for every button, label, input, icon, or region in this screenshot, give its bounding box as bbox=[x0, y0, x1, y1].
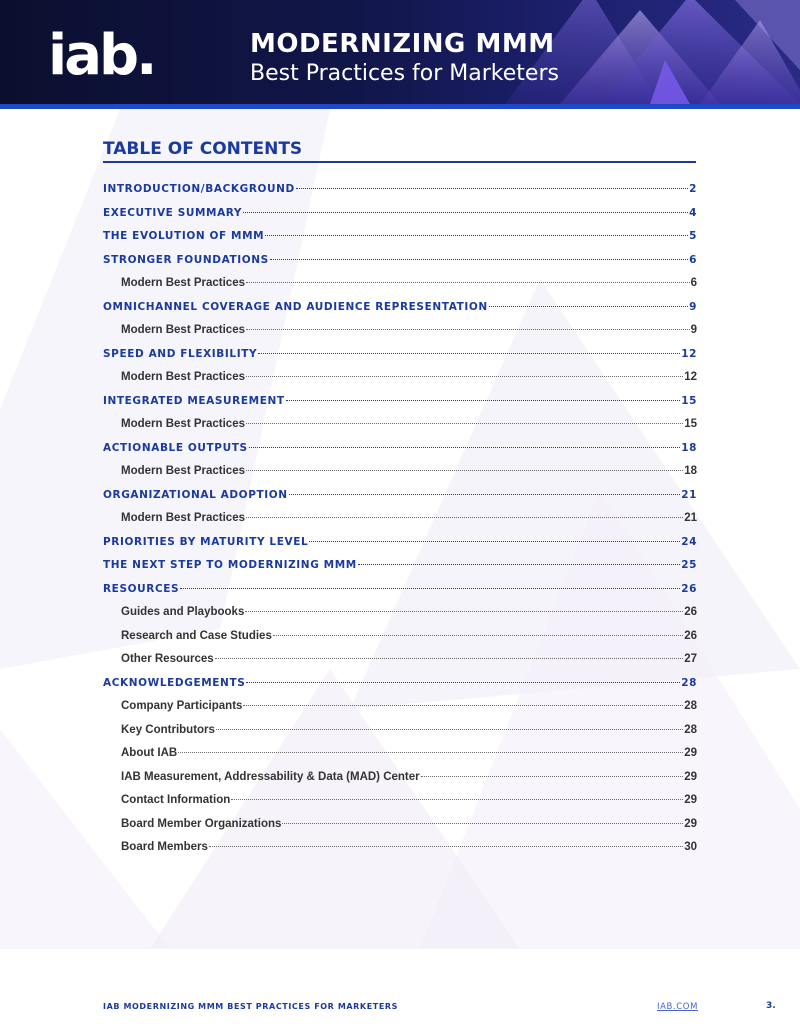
toc-section-entry[interactable] bbox=[103, 559, 697, 583]
toc-entry-label: OMNICHANNEL COVERAGE AND AUDIENCE REPRESENTATION bbox=[103, 300, 488, 313]
toc-subsection-entry[interactable] bbox=[103, 724, 697, 748]
toc-section-entry[interactable] bbox=[103, 207, 697, 231]
toc-entry-label: Modern Best Practices bbox=[121, 512, 245, 524]
toc-entry-label: Modern Best Practices bbox=[121, 324, 245, 336]
toc-dot-leader bbox=[243, 705, 683, 706]
toc-entry-label: Guides and Playbooks bbox=[121, 606, 245, 618]
toc-section-entry[interactable] bbox=[103, 536, 697, 560]
footer-document-title: IAB MODERNIZING MMM BEST PRACTICES FOR MARKETERS bbox=[103, 1002, 399, 1011]
toc-dot-leader bbox=[258, 353, 680, 354]
toc-dot-leader bbox=[296, 188, 688, 189]
toc-entry-page: 21 bbox=[681, 488, 697, 501]
toc-section-entry[interactable] bbox=[103, 183, 697, 207]
toc-subsection-entry[interactable] bbox=[103, 653, 697, 677]
toc-entry-label: Modern Best Practices bbox=[121, 371, 245, 383]
toc-dot-leader bbox=[215, 658, 684, 659]
toc-dot-leader bbox=[289, 494, 681, 495]
toc-dot-leader bbox=[273, 635, 683, 636]
footer-page-number: 3. bbox=[766, 1001, 776, 1011]
toc-subsection-entry[interactable] bbox=[103, 371, 697, 395]
toc-entry-page: 5 bbox=[689, 230, 697, 242]
toc-dot-leader bbox=[265, 235, 688, 236]
toc-entry-label: PRIORITIES BY MATURITY LEVEL bbox=[103, 535, 309, 548]
toc-entry-label: ACTIONABLE OUTPUTS bbox=[103, 441, 248, 454]
toc-entry-label: Board Member Organizations bbox=[121, 817, 282, 830]
toc-dot-leader bbox=[270, 259, 688, 260]
toc-entry-page: 26 bbox=[681, 582, 697, 595]
toc-entry-page: 29 bbox=[684, 770, 697, 783]
toc-dot-leader bbox=[246, 282, 690, 283]
toc-entry-page: 9 bbox=[689, 300, 697, 313]
iab-logo: iab. bbox=[48, 23, 155, 88]
toc-entry-page: 24 bbox=[681, 535, 697, 548]
toc-section-entry[interactable] bbox=[103, 348, 697, 372]
toc-entry-label: Modern Best Practices bbox=[121, 418, 245, 430]
toc-entry-label: Key Contributors bbox=[121, 723, 215, 736]
toc-entry-page: 29 bbox=[684, 817, 697, 830]
toc-entry-page: 18 bbox=[681, 441, 697, 454]
toc-dot-leader bbox=[216, 729, 683, 730]
toc-dot-leader bbox=[309, 541, 680, 542]
toc-entry-page: 4 bbox=[689, 206, 697, 219]
toc-entry-label: Modern Best Practices bbox=[121, 277, 245, 289]
toc-heading: TABLE OF CONTENTS bbox=[103, 138, 696, 163]
toc-entry-label: Contact Information bbox=[121, 794, 231, 806]
toc-entry-page: 2 bbox=[689, 183, 697, 195]
toc-dot-leader bbox=[231, 799, 683, 800]
document-title: MODERNIZING MMM bbox=[250, 29, 555, 59]
toc-section-entry[interactable] bbox=[103, 583, 697, 607]
toc-entry-label: Research and Case Studies bbox=[121, 629, 272, 642]
toc-subsection-entry[interactable] bbox=[103, 818, 697, 842]
document-subtitle: Best Practices for Marketers bbox=[250, 61, 559, 86]
toc-subsection-entry[interactable] bbox=[103, 630, 697, 654]
toc-section-entry[interactable] bbox=[103, 230, 697, 254]
toc-subsection-entry[interactable] bbox=[103, 512, 697, 536]
toc-entry-page: 27 bbox=[684, 653, 697, 665]
toc-subsection-entry[interactable] bbox=[103, 794, 697, 818]
toc-entry-page: 28 bbox=[681, 676, 697, 689]
toc-entry-label: INTEGRATED MEASUREMENT bbox=[103, 394, 285, 407]
toc-section-entry[interactable] bbox=[103, 489, 697, 513]
toc-dot-leader bbox=[286, 400, 681, 401]
toc-dot-leader bbox=[243, 212, 688, 213]
toc-entry-label: Other Resources bbox=[121, 653, 214, 665]
toc-section-entry[interactable] bbox=[103, 442, 697, 466]
toc-dot-leader bbox=[209, 846, 683, 847]
toc-entry-page: 28 bbox=[684, 723, 697, 736]
toc-section-entry[interactable] bbox=[103, 301, 697, 325]
toc-entry-label: ACKNOWLEDGEMENTS bbox=[103, 676, 246, 689]
toc-entry-page: 21 bbox=[684, 512, 697, 524]
toc-dot-leader bbox=[246, 682, 680, 683]
toc-subsection-entry[interactable] bbox=[103, 747, 697, 771]
toc-dot-leader bbox=[246, 470, 683, 471]
toc-dot-leader bbox=[246, 376, 683, 377]
toc-entry-label: Company Participants bbox=[121, 700, 243, 712]
toc-subsection-entry[interactable] bbox=[103, 277, 697, 301]
toc-entry-page: 18 bbox=[684, 465, 697, 477]
toc-dot-leader bbox=[246, 423, 683, 424]
toc-entry-page: 30 bbox=[684, 841, 697, 853]
toc-entry-page: 6 bbox=[690, 277, 697, 289]
toc-entry-label: Board Members bbox=[121, 841, 208, 853]
toc-list bbox=[103, 183, 697, 865]
toc-entry-label: RESOURCES bbox=[103, 582, 180, 595]
toc-dot-leader bbox=[489, 306, 688, 307]
toc-entry-label: SPEED AND FLEXIBILITY bbox=[103, 347, 258, 360]
toc-entry-label: ORGANIZATIONAL ADOPTION bbox=[103, 488, 288, 501]
toc-dot-leader bbox=[249, 447, 681, 448]
toc-entry-page: 15 bbox=[681, 394, 697, 407]
toc-subsection-entry[interactable] bbox=[103, 465, 697, 489]
toc-entry-page: 26 bbox=[684, 606, 697, 618]
toc-subsection-entry[interactable] bbox=[103, 606, 697, 630]
header-banner bbox=[0, 0, 800, 104]
toc-entry-page: 12 bbox=[684, 371, 697, 383]
toc-entry-page: 12 bbox=[681, 347, 697, 360]
toc-entry-page: 25 bbox=[681, 559, 697, 571]
toc-entry-page: 29 bbox=[684, 794, 697, 806]
toc-dot-leader bbox=[180, 588, 680, 589]
toc-entry-label: INTRODUCTION/BACKGROUND bbox=[103, 183, 295, 195]
toc-entry-page: 9 bbox=[690, 324, 697, 336]
toc-entry-page: 15 bbox=[684, 418, 697, 430]
toc-entry-page: 28 bbox=[684, 700, 697, 712]
toc-subsection-entry[interactable] bbox=[103, 771, 697, 795]
toc-dot-leader bbox=[245, 611, 683, 612]
footer-iab-link[interactable]: IAB.COM bbox=[657, 1002, 699, 1012]
toc-dot-leader bbox=[246, 517, 683, 518]
toc-entry-label: Modern Best Practices bbox=[121, 465, 245, 477]
toc-section-entry[interactable] bbox=[103, 395, 697, 419]
toc-entry-label: THE EVOLUTION OF MMM bbox=[103, 230, 265, 242]
toc-dot-leader bbox=[421, 776, 684, 777]
toc-entry-page: 29 bbox=[684, 747, 697, 759]
toc-subsection-entry[interactable] bbox=[103, 324, 697, 348]
toc-entry-page: 26 bbox=[684, 629, 697, 642]
toc-entry-label: EXECUTIVE SUMMARY bbox=[103, 206, 243, 219]
toc-entry-page: 6 bbox=[689, 253, 697, 266]
toc-dot-leader bbox=[282, 823, 683, 824]
toc-entry-label: STRONGER FOUNDATIONS bbox=[103, 253, 269, 266]
toc-dot-leader bbox=[246, 329, 690, 330]
toc-section-entry[interactable] bbox=[103, 677, 697, 701]
toc-dot-leader bbox=[358, 564, 680, 565]
toc-entry-label: IAB Measurement, Addressability & Data (MAD) Center bbox=[121, 770, 420, 783]
toc-subsection-entry[interactable] bbox=[103, 841, 697, 865]
toc-subsection-entry[interactable] bbox=[103, 700, 697, 724]
toc-subsection-entry[interactable] bbox=[103, 418, 697, 442]
toc-dot-leader bbox=[178, 752, 683, 753]
toc-entry-label: THE NEXT STEP TO MODERNIZING MMM bbox=[103, 559, 357, 571]
toc-entry-label: About IAB bbox=[121, 747, 178, 759]
toc-section-entry[interactable] bbox=[103, 254, 697, 278]
